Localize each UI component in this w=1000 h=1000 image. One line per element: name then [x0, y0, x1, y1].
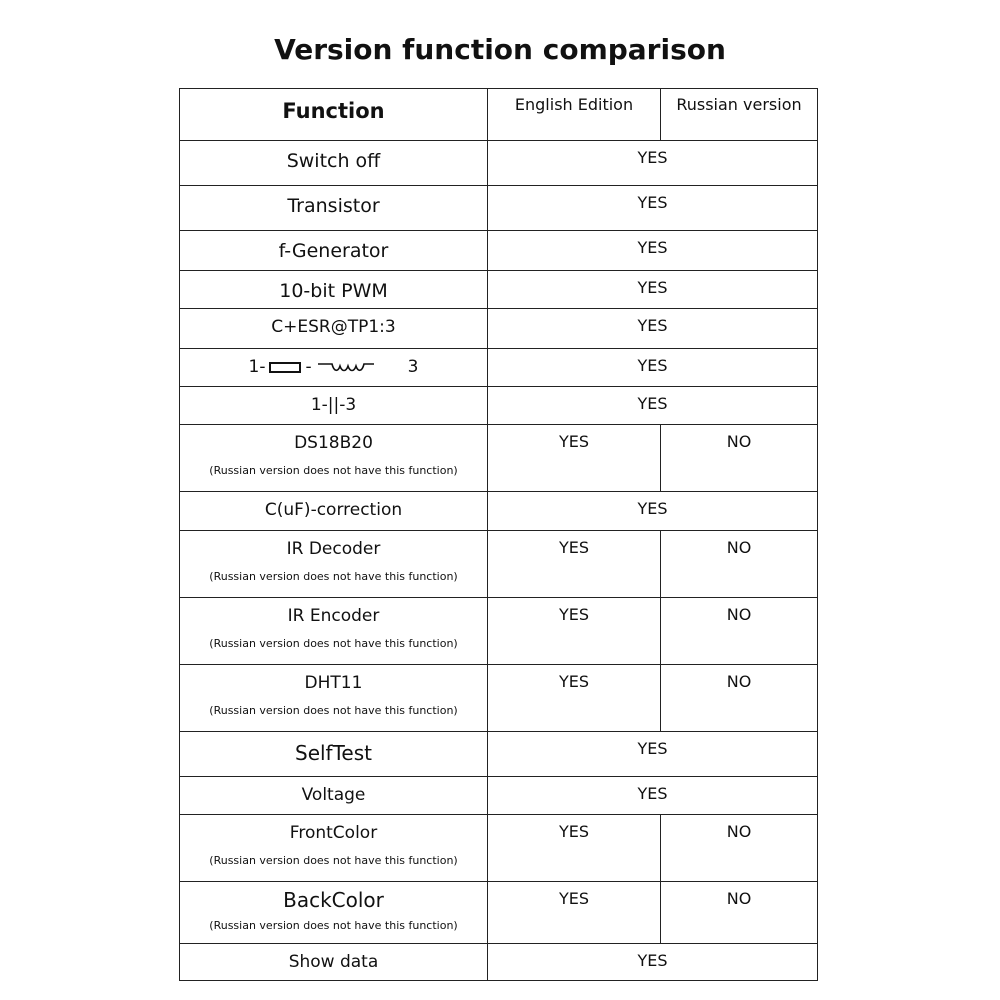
table-row: [180, 425, 818, 492]
support-cell-both: YES: [488, 944, 818, 981]
function-label: BackColor: [283, 888, 384, 912]
table-row: [180, 531, 818, 598]
function-cell: Switch off: [180, 141, 488, 186]
table-header-row: [180, 89, 818, 141]
support-cell-both: YES: [488, 231, 818, 271]
function-cell: [180, 815, 488, 882]
table-row: [180, 732, 818, 777]
support-cell-both: YES: [488, 777, 818, 815]
resistor-icon: [269, 362, 301, 373]
symbol-mid: -: [305, 357, 312, 377]
table-row: [180, 231, 818, 271]
function-cell: [180, 425, 488, 492]
support-cell-both: YES: [488, 141, 818, 186]
comparison-table: [179, 88, 818, 981]
function-label: IR Decoder: [286, 539, 381, 559]
support-cell-russian: NO: [661, 665, 818, 732]
table-row: [180, 309, 818, 349]
function-cell: [180, 531, 488, 598]
table-row: [180, 271, 818, 309]
table-row: [180, 141, 818, 186]
support-cell-english: YES: [488, 665, 661, 732]
table-row: [180, 186, 818, 231]
comparison-table-wrapper: [179, 88, 818, 981]
function-cell: f-Generator: [180, 231, 488, 271]
table-row: [180, 665, 818, 732]
function-note: (Russian version does not have this function): [209, 854, 458, 867]
support-cell-russian: NO: [661, 598, 818, 665]
support-cell-english: YES: [488, 882, 661, 944]
function-cell: [180, 665, 488, 732]
support-cell-russian: NO: [661, 882, 818, 944]
function-cell: Transistor: [180, 186, 488, 231]
symbol-prefix: 1-: [248, 357, 266, 377]
support-cell-russian: NO: [661, 815, 818, 882]
support-cell-both: YES: [488, 492, 818, 531]
function-cell: [180, 882, 488, 944]
support-cell-both: YES: [488, 387, 818, 425]
function-cell: C(uF)-correction: [180, 492, 488, 531]
support-cell-both: YES: [488, 309, 818, 349]
support-cell-both: YES: [488, 186, 818, 231]
support-cell-both: YES: [488, 271, 818, 309]
function-cell: Voltage: [180, 777, 488, 815]
function-cell: 1-||-3: [180, 387, 488, 425]
support-cell-english: YES: [488, 531, 661, 598]
function-cell: C+ESR@TP1:3: [180, 309, 488, 349]
support-cell-english: YES: [488, 815, 661, 882]
table-row: [180, 349, 818, 387]
function-cell: SelfTest: [180, 732, 488, 777]
function-cell: 10-bit PWM: [180, 271, 488, 309]
table-row: [180, 815, 818, 882]
function-cell: [180, 598, 488, 665]
symbol-suffix: 3: [407, 357, 419, 377]
table-row: [180, 387, 818, 425]
function-note: (Russian version does not have this function): [209, 704, 458, 717]
function-label: DHT11: [304, 673, 363, 693]
table-row: [180, 882, 818, 944]
header-russian-version: Russian version: [661, 89, 818, 141]
header-function: Function: [180, 89, 488, 141]
function-cell-symbols: [180, 349, 488, 387]
page-title: Version function comparison: [274, 33, 726, 66]
table-row: [180, 777, 818, 815]
function-label: IR Encoder: [287, 606, 380, 626]
table-row: [180, 944, 818, 981]
table-row: [180, 492, 818, 531]
header-english-edition: English Edition: [488, 89, 661, 141]
function-note: (Russian version does not have this function): [209, 637, 458, 650]
function-note: (Russian version does not have this function): [209, 464, 458, 477]
symbol-group: [249, 356, 419, 378]
function-label: DS18B20: [294, 433, 373, 453]
function-cell: Show data: [180, 944, 488, 981]
function-note: (Russian version does not have this function): [209, 919, 458, 932]
function-note: (Russian version does not have this function): [209, 570, 458, 583]
support-cell-russian: NO: [661, 531, 818, 598]
support-cell-english: YES: [488, 425, 661, 492]
inductor-icon: [316, 360, 376, 374]
support-cell-english: YES: [488, 598, 661, 665]
support-cell-russian: NO: [661, 425, 818, 492]
function-label: FrontColor: [289, 823, 378, 843]
table-row: [180, 598, 818, 665]
support-cell-both: YES: [488, 732, 818, 777]
support-cell-both: YES: [488, 349, 818, 387]
